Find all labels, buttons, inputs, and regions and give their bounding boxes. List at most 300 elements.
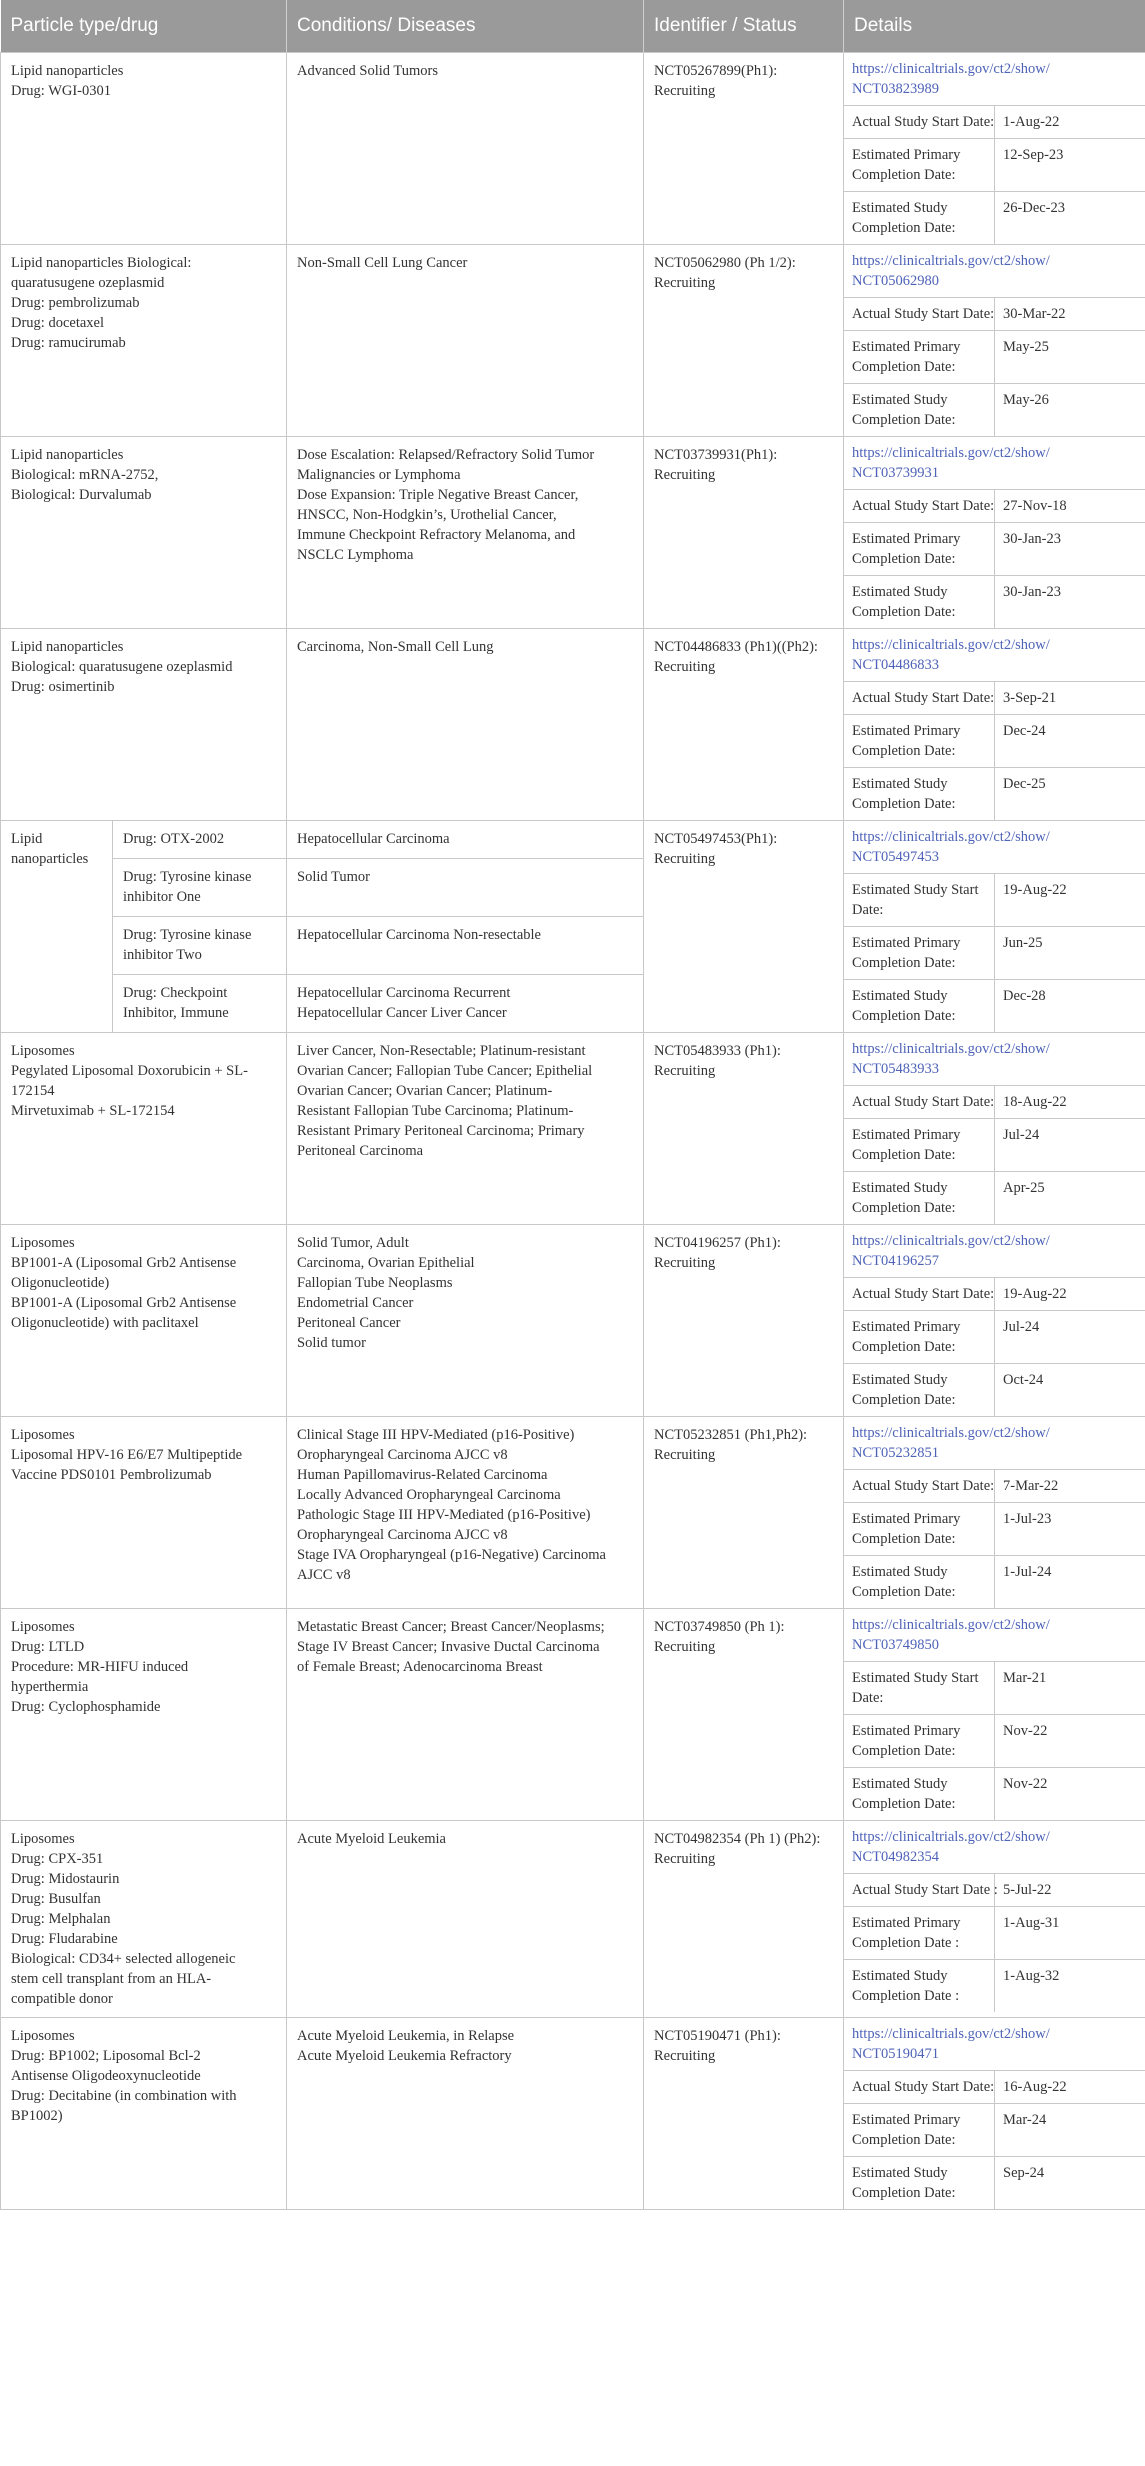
detail-label <box>844 1768 995 1821</box>
detail-label-line: Completion Date: <box>852 2185 956 2201</box>
identifier-line: NCT04196257 (Ph1): <box>654 1235 781 1251</box>
detail-value: Dec-25 <box>995 768 1145 821</box>
identifier-line: Recruiting <box>654 275 716 291</box>
drug-line: Drug: Checkpoint <box>123 984 228 1001</box>
condition-line: Hepatocellular Carcinoma <box>297 831 450 847</box>
detail-label <box>844 2071 995 2104</box>
condition-line: Hepatocellular Carcinoma Recurrent <box>297 984 511 1001</box>
detail-label-line: Completion Date: <box>852 1200 956 1216</box>
condition-line: Peritoneal Cancer <box>297 1315 401 1331</box>
condition-line: Advanced Solid Tumors <box>297 63 439 79</box>
detail-label-line: Completion Date: <box>852 359 956 375</box>
condition-line: Non-Small Cell Lung Cancer <box>297 255 468 271</box>
detail-label-line: Estimated Study <box>852 1372 948 1388</box>
identifier-line: NCT05062980 (Ph 1/2): <box>654 255 796 271</box>
detail-value: Nov-22 <box>995 1715 1145 1768</box>
trial-link-id: NCT05497453 <box>852 849 940 865</box>
particle-line: Biological: Durvalumab <box>11 487 152 503</box>
detail-row <box>844 715 1145 768</box>
detail-label-line: Estimated Primary <box>852 1723 961 1739</box>
details-cell <box>844 1417 1145 1609</box>
particle-line: hyperthermia <box>11 1679 89 1695</box>
detail-row <box>844 1556 1145 1609</box>
condition-line: NSCLC Lymphoma <box>297 547 414 563</box>
condition-line: Solid Tumor <box>297 868 370 885</box>
particle-line: Drug: Busulfan <box>11 1891 101 1907</box>
detail-row <box>844 1470 1145 1503</box>
detail-value: May-25 <box>995 331 1145 384</box>
particle-line: compatible donor <box>11 1991 113 2007</box>
details-table <box>844 53 1145 244</box>
detail-label <box>844 1907 995 1960</box>
trial-row <box>1 629 1145 821</box>
details-cell <box>844 629 1145 821</box>
condition-line: Dose Expansion: Triple Negative Breast Cancer, <box>297 487 579 503</box>
detail-label-line: Completion Date : <box>852 1935 960 1951</box>
trial-link-base: https://clinicaltrials.gov/ct2/show/ <box>852 1233 1050 1249</box>
identifier-line: NCT04486833 (Ph1)((Ph2): <box>654 639 818 655</box>
detail-label <box>844 331 995 384</box>
detail-value: Nov-22 <box>995 1768 1145 1821</box>
detail-row <box>844 1662 1145 1715</box>
detail-label-line: Estimated Study <box>852 584 948 600</box>
trial-link[interactable] <box>852 251 1137 291</box>
conditions-cell <box>287 858 644 916</box>
details-link-row <box>844 53 1145 106</box>
details-table <box>844 1609 1145 1820</box>
trial-link[interactable] <box>852 827 1137 867</box>
identifier-cell <box>644 1033 844 1225</box>
trial-link[interactable] <box>852 1615 1137 1655</box>
particle-line: Liposomes <box>11 1831 75 1847</box>
identifier-cell <box>644 629 844 821</box>
conditions-cell <box>287 1609 644 1821</box>
condition-line: Solid Tumor, Adult <box>297 1235 409 1251</box>
particle-cell <box>1 245 287 437</box>
particle-cell <box>1 1821 287 2018</box>
detail-label-line: Actual Study Start Date: <box>852 1094 995 1110</box>
drug-line: Drug: Tyrosine kinase <box>123 868 252 885</box>
condition-line: Resistant Primary Peritoneal Carcinoma; Primary <box>297 1123 585 1139</box>
condition-line: Locally Advanced Oropharyngeal Carcinoma <box>297 1487 561 1503</box>
details-cell <box>844 2018 1145 2210</box>
detail-label <box>844 980 995 1033</box>
detail-value: 27-Nov-18 <box>995 490 1145 523</box>
condition-line: Ovarian Cancer; Fallopian Tube Cancer; Epithelial <box>297 1063 593 1079</box>
details-link-row <box>844 629 1145 682</box>
detail-value: Dec-28 <box>995 980 1145 1033</box>
drug-line: inhibitor Two <box>123 946 202 963</box>
trial-link-id: NCT05483933 <box>852 1061 940 1077</box>
details-link-row <box>844 437 1145 490</box>
detail-label-line: Completion Date: <box>852 743 956 759</box>
identifier-line: Recruiting <box>654 851 716 867</box>
details-cell <box>844 1033 1145 1225</box>
detail-value: May-26 <box>995 384 1145 437</box>
sub-drug-cell <box>113 858 287 916</box>
trial-link-base: https://clinicaltrials.gov/ct2/show/ <box>852 445 1050 461</box>
detail-row <box>844 2157 1145 2210</box>
details-table <box>844 437 1145 628</box>
condition-line: Oropharyngeal Carcinoma AJCC v8 <box>297 1447 508 1463</box>
particle-line: Vaccine PDS0101 Pembrolizumab <box>11 1467 212 1483</box>
trial-link[interactable] <box>852 1039 1137 1079</box>
detail-row <box>844 1364 1145 1417</box>
detail-label-line: Estimated Primary <box>852 339 961 355</box>
detail-label-line: Completion Date: <box>852 551 956 567</box>
detail-value: 1-Jul-23 <box>995 1503 1145 1556</box>
detail-label-line: Estimated Primary <box>852 935 961 951</box>
detail-row <box>844 1503 1145 1556</box>
detail-label-line: Estimated Study <box>852 1968 948 1984</box>
trial-link[interactable] <box>852 1827 1137 1867</box>
particle-line: Lipid <box>11 831 43 847</box>
header-details: Details <box>844 0 1145 53</box>
detail-row <box>844 576 1145 629</box>
condition-line: Solid tumor <box>297 1335 366 1351</box>
detail-value: Dec-24 <box>995 715 1145 768</box>
trial-link-id: NCT05190471 <box>852 2046 940 2062</box>
particle-cell <box>1 2018 287 2210</box>
particle-line: Lipid nanoparticles <box>11 447 124 463</box>
condition-line: Pathologic Stage III HPV-Mediated (p16-Positive) <box>297 1507 591 1523</box>
particle-line: Liposomes <box>11 1427 75 1443</box>
drug-line: inhibitor One <box>123 888 201 905</box>
detail-label <box>844 715 995 768</box>
detail-value: 19-Aug-22 <box>995 874 1145 927</box>
detail-value: 26-Dec-23 <box>995 192 1145 245</box>
trial-row <box>1 53 1145 245</box>
detail-label-line: Completion Date: <box>852 412 956 428</box>
header-particle: Particle type/drug <box>1 0 287 53</box>
particle-line: Biological: mRNA-2752, <box>11 467 159 483</box>
trial-link[interactable] <box>852 635 1137 675</box>
detail-label <box>844 106 995 139</box>
condition-line: Carcinoma, Ovarian Epithelial <box>297 1255 475 1271</box>
detail-row <box>844 927 1145 980</box>
trial-link-base: https://clinicaltrials.gov/ct2/show/ <box>852 829 1050 845</box>
particle-line: BP1002) <box>11 2108 63 2124</box>
identifier-line: NCT05190471 (Ph1): <box>654 2028 781 2044</box>
detail-label-line: Completion Date: <box>852 167 956 183</box>
identifier-line: Recruiting <box>654 2048 716 2064</box>
detail-row <box>844 1278 1145 1311</box>
detail-label-line: Estimated Primary <box>852 1319 961 1335</box>
condition-line: Ovarian Cancer; Ovarian Cancer; Platinum- <box>297 1083 553 1099</box>
conditions-cell <box>287 629 644 821</box>
trial-link-id: NCT04982354 <box>852 1849 940 1865</box>
particle-line: Drug: Midostaurin <box>11 1871 120 1887</box>
identifier-line: Recruiting <box>654 1255 716 1271</box>
identifier-cell <box>644 1609 844 1821</box>
detail-value: 16-Aug-22 <box>995 2071 1145 2104</box>
details-table <box>844 1821 1145 2012</box>
condition-line: Stage IV Breast Cancer; Invasive Ductal Carcinoma <box>297 1639 600 1655</box>
details-link-row <box>844 1417 1145 1470</box>
detail-label <box>844 1119 995 1172</box>
particle-line: Liposomes <box>11 1619 75 1635</box>
particle-line: Liposomes <box>11 1043 75 1059</box>
conditions-cell <box>287 916 644 974</box>
detail-value: Mar-24 <box>995 2104 1145 2157</box>
details-table <box>844 821 1145 1032</box>
condition-line: Acute Myeloid Leukemia <box>297 1831 446 1847</box>
particle-line: Biological: quaratusugene ozeplasmid <box>11 659 233 675</box>
detail-label <box>844 1311 995 1364</box>
drug-line: Drug: OTX-2002 <box>123 831 225 847</box>
detail-row <box>844 980 1145 1033</box>
particle-line: Liposomal HPV-16 E6/E7 Multipeptide <box>11 1447 243 1463</box>
identifier-cell <box>644 53 844 245</box>
identifier-cell <box>644 2018 844 2210</box>
particle-line: stem cell transplant from an HLA- <box>11 1971 212 1987</box>
particle-line: Drug: ramucirumab <box>11 335 126 351</box>
condition-line: Hepatocellular Carcinoma Non-resectable <box>297 926 541 943</box>
particle-line: nanoparticles <box>11 851 89 867</box>
detail-label-line: Completion Date: <box>852 604 956 620</box>
detail-row <box>844 139 1145 192</box>
header-conditions: Conditions/ Diseases <box>287 0 644 53</box>
detail-label <box>844 1960 995 2013</box>
trial-row <box>1 1417 1145 1609</box>
identifier-line: Recruiting <box>654 659 716 675</box>
detail-label-line: Estimated Study <box>852 988 948 1004</box>
detail-label <box>844 1874 998 1907</box>
detail-label-line: Date: <box>852 902 884 918</box>
identifier-line: Recruiting <box>654 1639 716 1655</box>
detail-label <box>844 1364 995 1417</box>
detail-label-line: Estimated Primary <box>852 147 961 163</box>
detail-value: 18-Aug-22 <box>995 1086 1145 1119</box>
detail-row <box>844 1311 1145 1364</box>
identifier-line: Recruiting <box>654 83 716 99</box>
detail-value: 19-Aug-22 <box>995 1278 1145 1311</box>
detail-value: 1-Jul-24 <box>995 1556 1145 1609</box>
condition-line: Metastatic Breast Cancer; Breast Cancer/Neoplasms; <box>297 1619 605 1635</box>
detail-row <box>844 1907 1145 1960</box>
detail-value: 30-Mar-22 <box>995 298 1145 331</box>
detail-row <box>844 331 1145 384</box>
identifier-line: NCT04982354 (Ph 1) (Ph2): <box>654 1831 821 1847</box>
condition-line: Human Papillomavirus-Related Carcinoma <box>297 1467 548 1483</box>
particle-cell <box>1 629 287 821</box>
details-link-row <box>844 1033 1145 1086</box>
detail-label <box>844 1503 995 1556</box>
conditions-cell <box>287 1417 644 1609</box>
detail-label <box>844 298 995 331</box>
detail-value: 1-Aug-31 <box>995 1907 1145 1960</box>
particle-line: Drug: Melphalan <box>11 1911 111 1927</box>
detail-label-line: Completion Date: <box>852 955 956 971</box>
particle-line: Pegylated Liposomal Doxorubicin + SL- <box>11 1063 248 1079</box>
sub-drug-cell <box>113 974 287 1032</box>
header-row <box>1 0 1145 53</box>
drug-line: Drug: Tyrosine kinase <box>123 926 252 943</box>
details-link-row <box>844 1225 1145 1278</box>
detail-label <box>844 1172 995 1225</box>
details-cell <box>844 1821 1145 2018</box>
detail-label-line: Estimated Primary <box>852 1915 961 1931</box>
detail-label-line: Estimated Primary <box>852 1127 961 1143</box>
detail-label-line: Actual Study Start Date: <box>852 1286 995 1302</box>
sub-drug-cell <box>113 916 287 974</box>
detail-label-line: Completion Date: <box>852 2132 956 2148</box>
detail-row <box>844 1119 1145 1172</box>
condition-line: Stage IVA Oropharyngeal (p16-Negative) Carcinoma <box>297 1547 606 1563</box>
details-table <box>844 2018 1145 2209</box>
detail-value: 7-Mar-22 <box>995 1470 1145 1503</box>
details-table <box>844 629 1145 820</box>
detail-label <box>844 384 995 437</box>
detail-label-line: Completion Date: <box>852 796 956 812</box>
trial-link-id: NCT04196257 <box>852 1253 940 1269</box>
particle-line: Drug: osimertinib <box>11 679 115 695</box>
detail-value: Jul-24 <box>995 1311 1145 1364</box>
trial-row <box>1 1609 1145 1821</box>
detail-label <box>844 682 995 715</box>
detail-label <box>844 576 995 629</box>
details-link-row <box>844 2018 1145 2071</box>
particle-cell <box>1 1033 287 1225</box>
detail-label-line: Actual Study Start Date: <box>852 306 995 322</box>
condition-line: Malignancies or Lymphoma <box>297 467 461 483</box>
detail-label <box>844 1662 995 1715</box>
particle-cell <box>1 1609 287 1821</box>
trial-link-base: https://clinicaltrials.gov/ct2/show/ <box>852 2026 1050 2042</box>
particle-line: Liposomes <box>11 1235 75 1251</box>
detail-value: Jul-24 <box>995 1119 1145 1172</box>
trial-link[interactable] <box>852 59 1137 99</box>
detail-label-line: Completion Date: <box>852 1531 956 1547</box>
detail-label-line: Estimated Study <box>852 392 948 408</box>
detail-label-line: Estimated Study <box>852 1180 948 1196</box>
conditions-cell <box>287 53 644 245</box>
particle-line: Liposomes <box>11 2028 75 2044</box>
detail-label <box>844 1715 995 1768</box>
particle-line: Lipid nanoparticles <box>11 639 124 655</box>
detail-row <box>844 1768 1145 1821</box>
condition-line: Acute Myeloid Leukemia Refractory <box>297 2048 512 2064</box>
identifier-cell <box>644 245 844 437</box>
identifier-line: Recruiting <box>654 467 716 483</box>
trial-link-base: https://clinicaltrials.gov/ct2/show/ <box>852 1617 1050 1633</box>
details-link-row <box>844 1821 1145 1874</box>
trial-link-id: NCT05232851 <box>852 1445 940 1461</box>
conditions-cell <box>287 1225 644 1417</box>
detail-label <box>844 139 995 192</box>
particle-line: Drug: Cyclophosphamide <box>11 1699 161 1715</box>
particle-line: Mirvetuximab + SL-172154 <box>11 1103 175 1119</box>
details-link-row <box>844 245 1145 298</box>
trial-link[interactable] <box>852 1423 1137 1463</box>
detail-label <box>844 2157 995 2210</box>
details-link-row <box>844 821 1145 874</box>
detail-label <box>844 490 995 523</box>
detail-value: Apr-25 <box>995 1172 1145 1225</box>
detail-label-line: Estimated Primary <box>852 723 961 739</box>
particle-line: BP1001-A (Liposomal Grb2 Antisense <box>11 1295 237 1311</box>
detail-value: 30-Jan-23 <box>995 576 1145 629</box>
detail-label-line: Actual Study Start Date: <box>852 2079 995 2095</box>
detail-value: Oct-24 <box>995 1364 1145 1417</box>
particle-line: Lipid nanoparticles <box>11 63 124 79</box>
detail-row <box>844 874 1145 927</box>
detail-label <box>844 768 995 821</box>
detail-row <box>844 298 1145 331</box>
detail-value: 30-Jan-23 <box>995 523 1145 576</box>
particle-group-cell <box>1 821 113 1033</box>
details-table <box>844 1225 1145 1416</box>
identifier-cell <box>644 437 844 629</box>
detail-label-line: Actual Study Start Date: <box>852 690 995 706</box>
condition-line: Fallopian Tube Neoplasms <box>297 1275 453 1291</box>
drug-line: Inhibitor, Immune <box>123 1004 229 1021</box>
detail-label-line: Estimated Study <box>852 1564 948 1580</box>
trial-row <box>1 437 1145 629</box>
detail-row <box>844 384 1145 437</box>
trial-link[interactable] <box>852 2024 1137 2064</box>
trial-link-id: NCT03749850 <box>852 1637 940 1653</box>
conditions-cell <box>287 974 644 1032</box>
detail-value: 1-Aug-32 <box>995 1960 1145 2013</box>
condition-line: Hepatocellular Cancer Liver Cancer <box>297 1004 507 1021</box>
particle-line: Procedure: MR-HIFU induced <box>11 1659 189 1675</box>
detail-row <box>844 2071 1145 2104</box>
conditions-cell <box>287 821 644 859</box>
condition-line: Clinical Stage III HPV-Mediated (p16-Positive) <box>297 1427 575 1443</box>
detail-label <box>844 192 995 245</box>
particle-line: Drug: Decitabine (in combination with <box>11 2088 237 2104</box>
identifier-line: Recruiting <box>654 1851 716 1867</box>
detail-label <box>844 1086 995 1119</box>
detail-row <box>844 1172 1145 1225</box>
trial-row <box>1 2018 1145 2210</box>
header-identifier: Identifier / Status <box>644 0 844 53</box>
identifier-cell <box>644 1821 844 2018</box>
detail-label-line: Estimated Study <box>852 1776 948 1792</box>
conditions-cell <box>287 245 644 437</box>
detail-label-line: Actual Study Start Date: <box>852 114 995 130</box>
trial-link[interactable] <box>852 1231 1137 1271</box>
detail-label <box>844 874 995 927</box>
detail-label-line: Estimated Primary <box>852 2112 961 2128</box>
trial-row <box>1 245 1145 437</box>
details-table <box>844 1417 1145 1608</box>
details-cell <box>844 245 1145 437</box>
detail-row <box>844 106 1145 139</box>
particle-line: Drug: pembrolizumab <box>11 295 140 311</box>
trial-link-base: https://clinicaltrials.gov/ct2/show/ <box>852 253 1050 269</box>
detail-label <box>844 1278 995 1311</box>
detail-label <box>844 523 995 576</box>
detail-label-line: Estimated Study Start <box>852 1670 979 1686</box>
details-table <box>844 1033 1145 1224</box>
details-link-row <box>844 1609 1145 1662</box>
detail-label-line: Actual Study Start Date: <box>852 498 995 514</box>
condition-line: Resistant Fallopian Tube Carcinoma; Platinum- <box>297 1103 574 1119</box>
detail-label-line: Estimated Study <box>852 2165 948 2181</box>
condition-line: HNSCC, Non-Hodgkin’s, Urothelial Cancer, <box>297 507 557 523</box>
detail-row <box>844 2104 1145 2157</box>
detail-value: 3-Sep-21 <box>995 682 1145 715</box>
trial-row <box>1 1821 1145 2018</box>
condition-line: Immune Checkpoint Refractory Melanoma, and <box>297 527 576 543</box>
trial-link[interactable] <box>852 443 1137 483</box>
detail-label-line: Actual Study Start Date: <box>852 1478 995 1494</box>
trial-link-base: https://clinicaltrials.gov/ct2/show/ <box>852 1425 1050 1441</box>
condition-line: Liver Cancer, Non-Resectable; Platinum-resistant <box>297 1043 586 1059</box>
condition-line: AJCC v8 <box>297 1567 351 1583</box>
